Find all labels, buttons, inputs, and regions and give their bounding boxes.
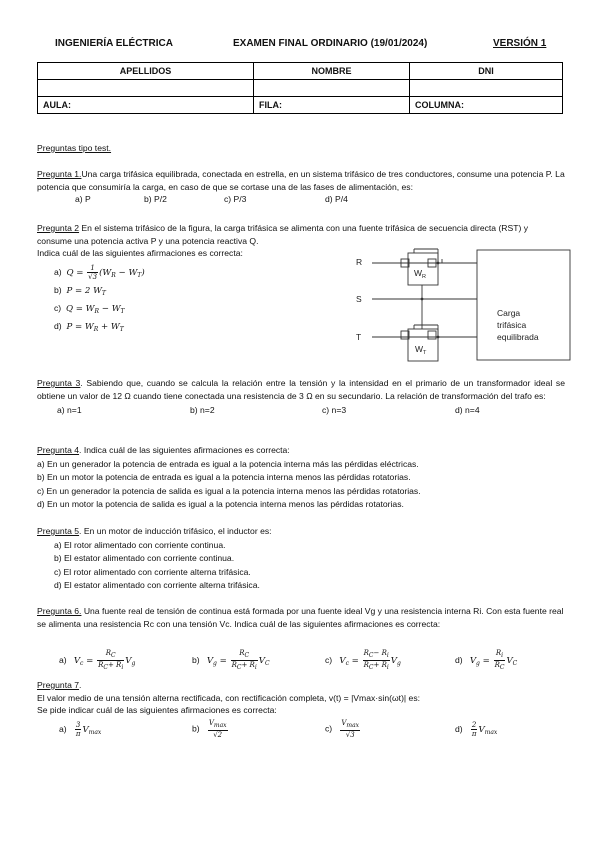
fig-load-line-2: trifásica [497,320,527,330]
fig-load-line-1: Carga [497,308,521,318]
fig-load-line-3: equilibrada [497,332,539,342]
q5-option-a[interactable]: a) El rotor alimentado con corriente continua. [54,539,226,550]
q6-option-a[interactable]: a) $V_c$ = $\frac{RC}{RC+ Ri}$ $V_g$ [59,649,136,671]
q3-label: Pregunta 3 [37,378,81,388]
q7-option-a[interactable]: a) $\frac{3}{\pi}$ $V_{max}$ [59,721,102,738]
q7-option-d[interactable]: d) $\frac{2}{\pi}$ $V_{max}$ [455,721,498,738]
question-7 [37,679,565,717]
dni-header: DNI [410,63,563,80]
nombre-field[interactable] [254,80,410,97]
q2-text: En el sistema trifásico de la figura, la carga trifásica se alimenta con una fuente trifásica de secuencia directa (RST) y consume una potencia activa P y una potencia reactiva Q. [37,223,529,246]
columna-field[interactable]: COLUMNA: [410,97,563,114]
question-4 [37,444,565,512]
q4-text: . Indica cuál de las siguientes afirmaciones es correcta: [79,445,290,455]
q7-option-c[interactable]: c) $\frac{Vmax}{√3}$ [325,719,360,739]
q3-text: . Sabiendo que, cuando se calcula la relación entre la tensión y la intensidad en el primario de un transformador ideal se obtiene un valor de 12 Ω cuando tiene conectada una resistencia de 3 Ω en su secundario. La relación de transformación del trafo es: [37,378,565,401]
q3-option-d[interactable]: d) n=4 [455,405,480,416]
q2-option-b[interactable]: b) P = 2 $W_T$ [54,285,106,297]
q4-label: Pregunta 4 [37,445,80,455]
q7-option-b[interactable]: b) $\frac{Vmax}{√2}$ [192,719,227,739]
aula-field[interactable]: AULA: [38,97,254,114]
question-6 [37,605,565,630]
q2-prompt: Indica cuál de las siguientes afirmaciones es correcta: [37,248,243,259]
exam-title: EXAMEN FINAL ORDINARIO (19/01/2024) [233,38,428,49]
q2-option-a[interactable]: a) Q = $\frac{1}{√3}$ $(W_R - W_T)$ [54,264,145,281]
q1-option-a[interactable]: a) P [75,194,91,205]
q3-option-a[interactable]: a) n=1 [57,405,82,416]
q4-option-a[interactable]: a) En un generador la potencia de entrada es igual a la potencia interna más las pérdidas eléctricas. [37,458,419,469]
question-1 [37,168,565,206]
fig-label-t: T [356,332,362,342]
fig-label-s: S [356,294,362,304]
question-5 [37,525,565,593]
q2-label: Pregunta 2 [37,223,80,233]
fila-field[interactable]: FILA: [254,97,410,114]
q3-options [37,404,565,417]
dni-field[interactable] [410,80,563,97]
q6-options [37,647,565,669]
q1-options [37,193,565,206]
q1-text: Una carga trifásica equilibrada, conectada en estrella, en un sistema trifásico de tres conductores, consume una potencia P. La potencia que consumiría la carga, en caso de que se cortase una de las fases de alimentación, es: [37,169,565,192]
q5-label: Pregunta 5 [37,526,80,536]
q2-options [37,264,237,337]
q5-text: . En un motor de inducción trifásico, el inductor es: [79,526,272,536]
q1-option-b[interactable]: b) P/2 [144,194,167,205]
q6-text: Una fuente real de tensión de continua está formada por una fuente ideal Vg y una resistencia interna Ri. Con esta fuente real se alimenta una resistencia Rc con una tensión Vc. Indica cuál de las siguientes afirmaciones es correcta: [37,606,564,629]
q5-option-c[interactable]: c) El rotor alimentado con corriente alterna trifásica. [54,566,251,577]
q4-option-b[interactable]: b) En un motor la potencia de entrada es igual a la potencia interna menos las pérdidas rotatorias. [37,472,411,483]
q6-label: Pregunta 6. [37,606,82,616]
q5-option-d[interactable]: d) El estator alimentado con corriente alterna trifásica. [54,580,260,591]
q1-option-c[interactable]: c) P/3 [224,194,247,205]
section-title: Preguntas tipo test. [37,143,112,153]
apellidos-field[interactable] [38,80,254,97]
q7-text: El valor medio de una tensión alterna rectificada, con rectificación completa, v(t) = |Vmax·sin(ωt)| es: [37,692,421,703]
fig-wattmeter-r: $W_R$ [414,268,427,280]
exam-version: VERSIÓN 1 [493,38,547,49]
apellidos-header: APELLIDOS [38,63,254,80]
q3-option-c[interactable]: c) n=3 [322,405,347,416]
q6-option-c[interactable]: c) $V_c$ = $\frac{RC- Ri}{RC+ Ri}$ $V_g$ [325,649,401,671]
q1-option-d[interactable]: d) P/4 [325,194,348,205]
q5-option-b[interactable]: b) El estator alimentado con corriente continua. [54,553,235,564]
q2-circuit-figure [352,245,582,365]
school-name: INGENIERÍA ELÉCTRICA [55,38,173,49]
q4-option-c[interactable]: c) En un generador la potencia de salida es igual a la potencia interna menos las pérdidas rotatorias. [37,485,421,496]
q7-label-tail: . [79,680,82,690]
q7-prompt: Se pide indicar cuál de las siguientes afirmaciones es correcta: [37,705,277,716]
q1-label: Pregunta 1. [37,169,82,179]
fig-wattmeter-t: $W_T$ [415,344,427,356]
nombre-header: NOMBRE [254,63,410,80]
student-id-table [37,62,563,114]
fig-label-r: R [356,257,363,267]
q7-options [37,719,565,741]
question-3 [37,377,565,417]
q6-option-b[interactable]: b) $V_g$ = $\frac{RC}{RC+ Ri}$ $V_C$ [192,649,270,671]
q4-option-d[interactable]: d) En un motor la potencia de salida es igual a la potencia interna menos las pérdidas rotatorias. [37,499,404,510]
q2-option-c[interactable]: c) $Q = W_R - W_T$ [54,303,125,315]
q7-label: Pregunta 7 [37,680,80,690]
q6-option-d[interactable]: d) $V_g$ = $\frac{Ri}{RC}$ $V_C$ [455,649,518,671]
q3-option-b[interactable]: b) n=2 [190,405,215,416]
q2-option-d[interactable]: d) $P = W_R + W_T$ [54,321,124,333]
